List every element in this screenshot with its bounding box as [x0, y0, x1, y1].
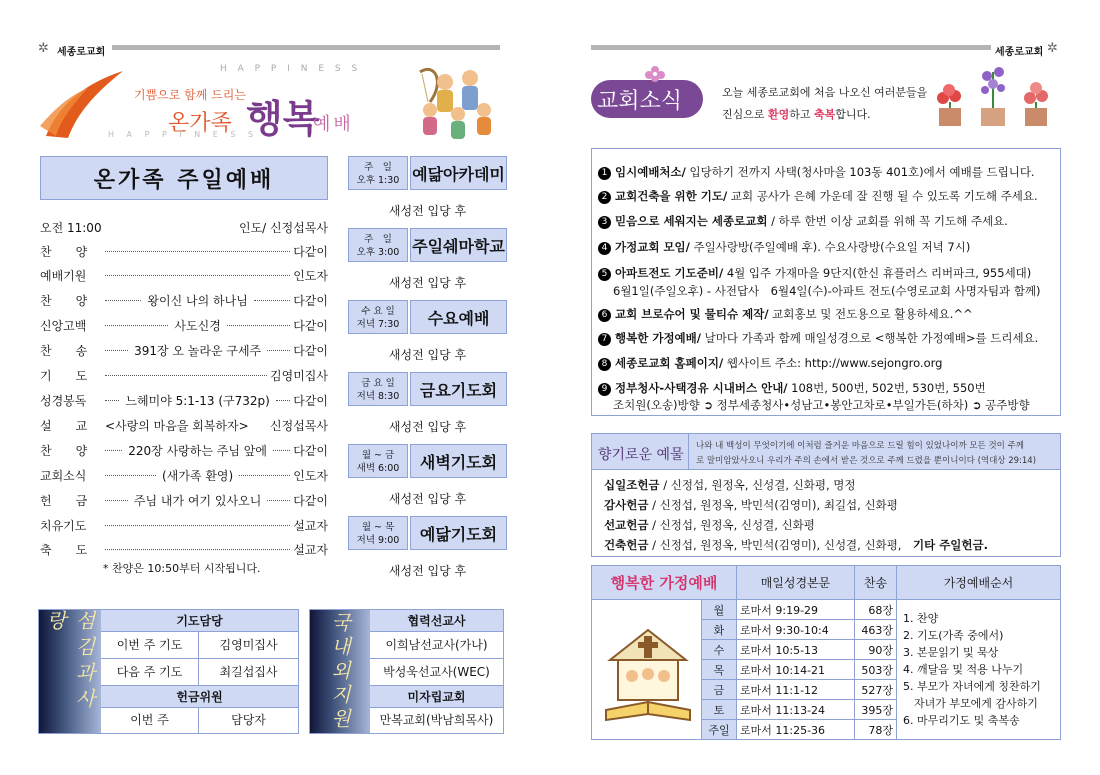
order-row [40, 219, 328, 236]
family-hymn: 78장 [855, 720, 897, 740]
dot-leader [254, 300, 290, 301]
mission-cell: 박성욱선교사(WEC) [370, 659, 503, 686]
order-row [40, 417, 328, 434]
order-label: 축 도 [40, 543, 88, 557]
order-label: 예배기원 [40, 269, 87, 283]
right-header: 세종로교회 [995, 47, 1044, 58]
dot-leader [267, 500, 290, 501]
family-illustration [400, 62, 500, 142]
schedule-note: 새성전 입당 후 [388, 492, 467, 506]
family-hymn: 527장 [855, 680, 897, 700]
family-order-step: 6. 마무리기도 및 축복송 [903, 714, 1020, 727]
offering-title: 향기로운 예물 [598, 447, 684, 463]
news-banner [591, 62, 1061, 134]
family-order-step: 5. 부모가 자녀에게 칭찬하기 [903, 680, 1041, 693]
dot-leader [239, 475, 290, 476]
mission-header: 협력선교사 [370, 610, 503, 632]
news-item [613, 283, 1041, 299]
order-label: 교회소식 [40, 469, 87, 483]
schedule-title: 예닮기도회 [410, 516, 507, 550]
service-title: 온가족 주일예배 [40, 156, 328, 200]
welcome-highlight: 축복 [814, 108, 836, 121]
schedule-time [348, 516, 408, 550]
order-leader: 설교자 [293, 519, 328, 533]
welcome-text: 합니다. [835, 108, 871, 121]
dot-leader [105, 251, 290, 252]
order-content: 느헤미야 5:1-13 (구732p) [125, 394, 270, 408]
order-content: 주님 내가 여기 있사오니 [133, 494, 262, 508]
schedule-day: 금 요 일 [361, 378, 395, 389]
number-badge: 3 [598, 216, 611, 229]
family-verse: 로마서 11:25-36 [737, 720, 855, 740]
divider [688, 434, 689, 470]
header-bar [112, 45, 500, 50]
schedule-hour: 새벽 6:00 [356, 463, 400, 474]
offering-type: 선교헌금 [604, 518, 649, 532]
order-row [40, 517, 328, 534]
order-label: 찬 양 [40, 444, 88, 458]
dot-leader [105, 549, 290, 550]
welcome-highlight: 환영 [768, 108, 790, 121]
family-day: 화 [702, 620, 737, 640]
news-text: 교회홍보 및 전도용으로 활용하세요.^^ [768, 307, 973, 321]
number-badge: 7 [598, 333, 611, 346]
offering-type: 십일조헌금 [604, 478, 660, 492]
number-badge: 6 [598, 309, 611, 322]
order-content: <사랑의 마음을 회복하자> [105, 419, 249, 433]
news-item [598, 239, 970, 255]
banner-deco-bottom: H A P P I N E S S [108, 130, 259, 139]
offering-verse-2: 로 말미암았사오니 우리가 주의 손에서 받은 것으로 주께 드렸을 뿐이니이다 (역대상 29:14) [696, 456, 1037, 466]
news-heading: 임시예배처소/ [615, 165, 686, 179]
order-label: 성경봉독 [40, 394, 87, 408]
number-badge: 5 [598, 268, 611, 281]
welcome-text: 진심으로 [722, 108, 769, 121]
order-leader: 인도자 [293, 269, 328, 283]
schedule-hour: 저녁 7:30 [356, 319, 400, 330]
family-hymn: 68장 [855, 600, 897, 620]
offering-row [604, 517, 815, 533]
news-item [598, 213, 1008, 229]
serve-header-prayer: 기도담당 [101, 610, 298, 632]
banner [38, 62, 500, 142]
number-badge: 1 [598, 167, 611, 180]
order-row [40, 243, 328, 260]
schedule-hour: 오후 1:30 [356, 175, 400, 186]
order-leader: 인도/ 신정섭목사 [238, 221, 328, 235]
header-star-icon: ✲ [1047, 41, 1058, 56]
brush-stroke-graphic [38, 66, 128, 138]
family-order-step: 4. 깨달음 및 적용 나누기 [903, 663, 1024, 676]
schedule-note: 새성전 입당 후 [388, 204, 467, 218]
order-content: 391장 오 놀라운 구세주 [134, 344, 262, 358]
serve-cell: 다음 주 기도 [101, 659, 199, 686]
dot-leader [105, 325, 168, 326]
order-leader: 다같이 [293, 319, 328, 333]
header-bar [591, 45, 991, 50]
number-badge: 4 [598, 242, 611, 255]
banner-deco-top: H A P P I N E S S [220, 64, 362, 74]
offering-row [604, 537, 988, 553]
family-hymn: 90장 [855, 640, 897, 660]
schedule-time [348, 300, 408, 334]
order-label: 치유기도 [40, 519, 87, 533]
number-badge: 9 [598, 383, 611, 396]
schedule-title: 주일쉐마학교 [410, 228, 507, 262]
dot-leader [105, 525, 290, 526]
family-hymn: 395장 [855, 700, 897, 720]
news-heading: 세종로교회 홈페이지/ [615, 356, 724, 370]
news-item [613, 397, 1030, 413]
order-label: 헌 금 [40, 494, 88, 508]
family-verse: 로마서 11:13-24 [737, 700, 855, 720]
number-badge: 8 [598, 358, 611, 371]
welcome-text: 하고 [789, 108, 815, 121]
order-row [40, 342, 328, 359]
family-day: 수 [702, 640, 737, 660]
family-hymn: 503장 [855, 660, 897, 680]
order-content: 왕이신 나의 하나님 [147, 294, 248, 308]
schedule-day: 주 일 [364, 234, 392, 245]
order-leader: 다같이 [293, 444, 328, 458]
offering-type: 건축헌금 [604, 538, 649, 552]
dot-leader [105, 500, 128, 501]
news-item [598, 330, 1038, 346]
offering-extra: 기타 주일헌금. [912, 538, 988, 552]
order-label: 신앙고백 [40, 319, 87, 333]
serve-cell: 최길섭집사 [199, 659, 298, 686]
order-row [40, 492, 328, 509]
news-heading: 행복한 가정예배/ [615, 331, 701, 345]
schedule-hour: 저녁 8:30 [356, 391, 400, 402]
news-item [598, 188, 1038, 204]
family-bible-illustration [598, 624, 698, 724]
schedule-day: 월 ~ 금 [361, 450, 395, 461]
family-row [592, 600, 1061, 620]
schedule-note: 새성전 입당 후 [388, 420, 467, 434]
offering-row [604, 497, 898, 513]
number-badge: 2 [598, 191, 611, 204]
order-leader: 김영미집사 [270, 369, 328, 383]
news-item [598, 355, 942, 371]
serve-cell: 이번 주 [101, 708, 199, 733]
news-text: 조치원(오송)방향 ➲ 정부세종청사•성남고•봉안고차로•부일가든(하차) ➲ 공주방향 [613, 398, 1030, 412]
order-content: 220장 사랑하는 주님 앞에 [128, 444, 267, 458]
order-leader: 다같이 [293, 245, 328, 259]
news-text: 4월 입주 가재마을 9단지(한신 휴플러스 리버파크, 955세대) [723, 266, 1032, 280]
dot-leader [227, 325, 290, 326]
family-order-step: 1. 찬양 [903, 612, 939, 625]
schedule-time [348, 228, 408, 262]
order-content: 사도신경 [174, 319, 221, 333]
dot-leader [105, 275, 290, 276]
news-item [598, 164, 1035, 180]
order-label: 찬 송 [40, 344, 88, 358]
family-order [897, 600, 1061, 740]
schedule-day: 월 ~ 목 [361, 522, 395, 533]
serve-label: 섬김과사랑 [39, 610, 101, 733]
serve-header-offering: 헌금위원 [101, 686, 298, 708]
schedule-time [348, 372, 408, 406]
news-text: / 하루 한번 이상 교회를 위해 꼭 기도해 주세요. [767, 214, 1008, 228]
order-row [40, 392, 328, 409]
news-title: 교회소식 [597, 89, 683, 114]
family-day: 월 [702, 600, 737, 620]
news-heading: 교회건축을 위한 기도/ [615, 189, 728, 203]
dot-leader [105, 400, 119, 401]
family-order-step: 자녀가 부모에게 감사하기 [903, 697, 1038, 710]
order-content: (새가족 환영) [162, 469, 234, 483]
dot-leader [105, 375, 267, 376]
offering-type: 감사헌금 [604, 498, 649, 512]
news-text: 6월1일(주일오후) - 사전답사 6월4일(수)-아파트 전도(수영로교회 사명자팀과 함께) [613, 284, 1041, 298]
schedule-time [348, 444, 408, 478]
news-text: 입당하기 전까지 사택(청사마을 103동 401호)에서 예배를 드립니다. [685, 165, 1035, 179]
dot-leader [273, 450, 290, 451]
family-verse: 로마서 10:5-13 [737, 640, 855, 660]
schedule-title: 금요기도회 [410, 372, 507, 406]
offering-row [604, 477, 856, 493]
family-order-step: 2. 기도(가족 중에서) [903, 629, 1004, 642]
schedule-note: 새성전 입당 후 [388, 564, 467, 578]
order-row [40, 317, 328, 334]
banner-title-b: 행복 [246, 96, 320, 141]
schedule-note: 새성전 입당 후 [388, 348, 467, 362]
offering-names: / 신정섭, 원정옥, 신성결, 신화평, 명정 [659, 478, 856, 492]
welcome-line-2 [722, 106, 871, 122]
family-verse: 로마서 9:19-29 [737, 600, 855, 620]
order-row [40, 367, 328, 384]
order-leader: 다같이 [293, 294, 328, 308]
family-day: 토 [702, 700, 737, 720]
news-text: 108번, 500번, 502번, 530번, 550번 [787, 381, 986, 395]
schedule-day: 수 요 일 [361, 306, 395, 317]
family-day: 목 [702, 660, 737, 680]
dot-leader [105, 350, 128, 351]
family-col-header: 매일성경본문 [737, 566, 855, 600]
news-heading: 정부청사-사택경유 시내버스 안내/ [615, 381, 788, 395]
schedule-hour: 오후 3:00 [356, 247, 400, 258]
schedule-title: 새벽기도회 [410, 444, 507, 478]
order-leader: 설교자 [293, 543, 328, 557]
order-label: 설 교 [40, 419, 88, 433]
offering-names: / 신정섭, 원정옥, 박민석(김영미), 최길섭, 신화평 [648, 498, 898, 512]
mission-header: 미자립교회 [370, 686, 503, 708]
order-label: 기 도 [40, 369, 88, 383]
order-leader: 인도자 [293, 469, 329, 483]
family-col-header: 찬송 [855, 566, 897, 600]
news-text: 교회 공사가 은혜 가운데 잘 진행 될 수 있도록 기도해 주세요. [727, 189, 1038, 203]
schedule-hour: 저녁 9:00 [356, 535, 400, 546]
serve-cell: 이번 주 기도 [101, 632, 199, 659]
news-text: 웹사이트 주소: http://www.sejongro.org [723, 356, 943, 370]
schedule-title: 예닮아카데미 [410, 156, 507, 190]
dot-leader [105, 450, 122, 451]
serve-cell: 김영미집사 [199, 632, 298, 659]
mission-cell: 만복교회(박남희목사) [379, 713, 494, 727]
mission-label: 국내외지원 [310, 610, 370, 733]
order-leader: 신정섭목사 [270, 419, 328, 433]
news-heading: 아파트전도 기도준비/ [615, 266, 724, 280]
serve-cell: 담당자 [231, 713, 266, 727]
family-day: 주일 [702, 720, 737, 740]
family-verse: 로마서 10:14-21 [737, 660, 855, 680]
news-heading: 교회 브로슈어 및 물티슈 제작/ [615, 307, 769, 321]
schedule-note: 새성전 입당 후 [388, 276, 467, 290]
flower-icon [635, 62, 675, 86]
order-row [40, 267, 328, 284]
order-label: 찬 양 [40, 294, 88, 308]
order-row [40, 292, 328, 309]
news-heading: 가정교회 모임/ [615, 240, 690, 254]
dot-leader [105, 475, 156, 476]
banner-title-c: 예배 [313, 114, 354, 135]
schedule-day: 주 일 [364, 162, 392, 173]
family-col-header: 가정예배순서 [897, 566, 1061, 600]
left-header: 세종로교회 [57, 47, 106, 58]
order-leader: 다같이 [293, 494, 328, 508]
order-row [40, 442, 328, 459]
order-label: 오전 11:00 [40, 221, 102, 235]
order-row [40, 467, 328, 484]
family-hymn: 463장 [855, 620, 897, 640]
news-item [598, 306, 973, 322]
offering-names: / 신정섭, 원정옥, 신성결, 신화평 [648, 518, 815, 532]
order-label: 찬 양 [40, 245, 88, 259]
schedule-time [348, 156, 408, 190]
family-day: 금 [702, 680, 737, 700]
flower-pots-illustration [931, 62, 1056, 128]
dot-leader [276, 400, 290, 401]
offering-verse-1: 나와 내 백성이 무엇이기에 이처럼 즐거운 마음으로 드릴 힘이 있었나이까 모든 것이 주께 [696, 441, 1025, 451]
dot-leader [105, 300, 141, 301]
offering-names: / 신정섭, 원정옥, 박민석(김영미), 신성결, 신화평, [648, 538, 913, 552]
banner-subtitle: 기쁨으로 함께 드리는 [134, 88, 246, 102]
dot-leader [267, 350, 290, 351]
family-order-step: 3. 본문읽기 및 묵상 [903, 646, 999, 659]
praise-note: * 찬양은 10:50부터 시작됩니다. [103, 562, 261, 575]
serve-box [38, 609, 299, 734]
news-text: 주일사랑방(주일예배 후). 수요사랑방(수요일 저녁 7시) [689, 240, 971, 254]
family-verse: 로마서 11:1-12 [737, 680, 855, 700]
family-title: 행복한 가정예배 [592, 566, 737, 600]
news-text: 날마다 가족과 함께 매일성경으로 <행복한 가정예배>를 드리세요. [700, 331, 1039, 345]
mission-box [309, 609, 504, 734]
mission-cell: 이희남선교사(가나) [370, 632, 503, 659]
schedule-title: 수요예배 [410, 300, 507, 334]
news-item [598, 380, 986, 396]
banner-title-a: 온가족 [168, 111, 232, 136]
order-leader: 다같이 [293, 394, 329, 408]
order-leader: 다같이 [293, 344, 328, 358]
welcome-line-1: 오늘 세종로교회에 처음 나오신 여러분들을 [722, 86, 928, 99]
family-verse: 로마서 9:30-10:4 [737, 620, 855, 640]
header-star-icon: ✲ [38, 41, 49, 56]
news-heading: 믿음으로 세워지는 세종로교회 [615, 214, 768, 228]
order-row [40, 541, 328, 558]
news-item [598, 265, 1031, 281]
